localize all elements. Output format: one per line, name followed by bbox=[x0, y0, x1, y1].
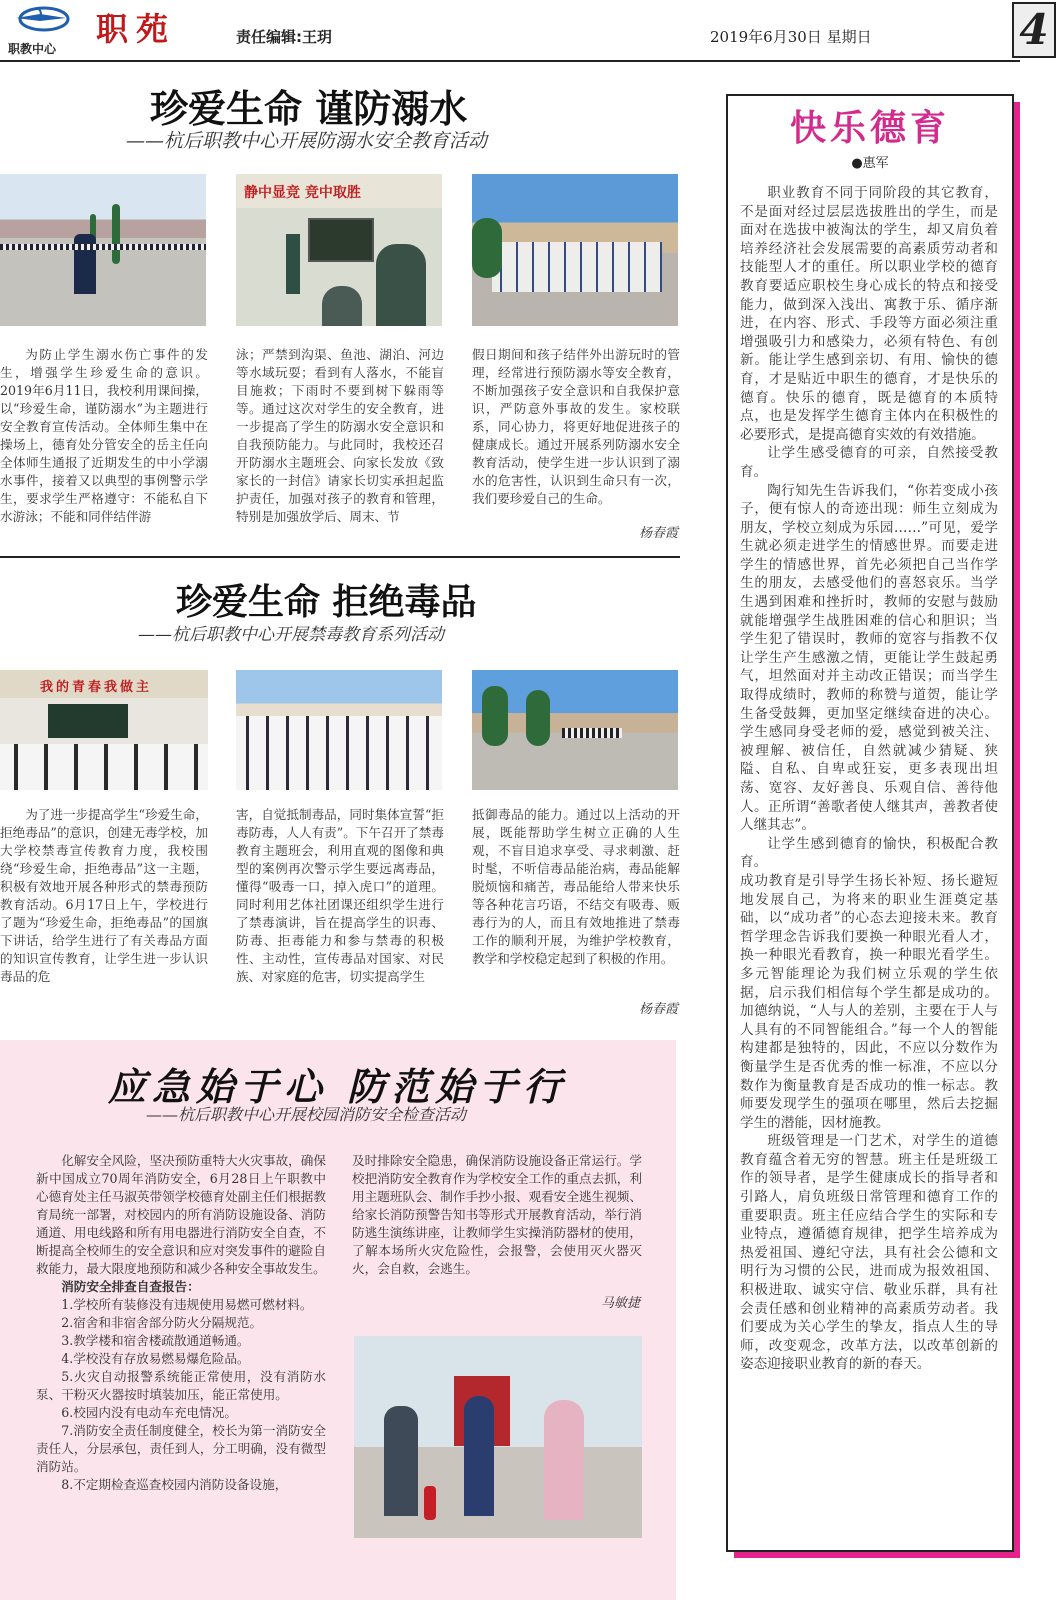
article3-column-1: 化解安全风险，坚决预防重特大火灾事故，确保新中国成立70周年消防安全，6月28日上午职教中心德育处主任马淑英带领学校德育处副主任们根据教育局统一部署，对校园内的所有消防设施设备、消防通道、用电线路和所有用电器进行消防安全自查，不断提高全校师生的安全意识和应对突发事件的避险自救能力，最大限度地预防和减少各种安全事故发生。 消防安全排查自查报告： 1.学校所有装修没有违规使用易燃可燃材料。 2.宿舍和非宿舍部分防火分隔规范。 3.教学楼和宿舍楼疏散通道畅通。 4.学校没有存放易燃易爆危险品。 5.火灾自动报警系统能正常使用，没有消防水泵、干粉灭火器按时填装加压，能正常使用。 6.校园内没有电动车充电情况。 7.消防安全责任制度健全，校长为第一消防安全责任人，分层承包，责任到人，分工明确，没有微型消防站。 8.不定期检查巡查校园内消防设备设施， bbox=[36, 1153, 326, 1492]
article2-column-3: 抵御毒品的能力。通过以上活动的开展，既能帮助学生树立正确的人生观，不盲目追求享受、寻求刺激、赶时髦，不听信毒品能治病，毒品能解脱烦恼和痛苦，毒品能给人带来快乐等各种花言巧语，不结交有吸毒、贩毒行为的人，而且有效地推进了禁毒工作的顺利开展，为维护学校教育，教学和学校稳定起到了积极的作用。 bbox=[472, 807, 680, 966]
article2-subtitle: ——杭后职教中心开展禁毒教育系列活动 bbox=[138, 625, 444, 645]
article3-column-2: 及时排除安全隐患，确保消防设施设备正常运行。学校把消防安全教育作为学校安全工作的重点去抓，利用主题班队会、制作手抄小报、观看安全逃生视频、给家长消防预警告知书等形式开展教育活动，举行消防逃生演练讲座，让教师学生实操消防器材的使用，了解本场所火灾危险性，会报警，会使用灭火器灭火，会自救，会逃生。 bbox=[352, 1153, 642, 1276]
checklist bbox=[36, 1296, 326, 1494]
article1-column-2: 泳；严禁到沟渠、鱼池、湖泊、河边等水域玩耍；看到有人落水，不能盲目施救；下雨时不要到树下躲雨等等。通过这次对学生的安全教育，进一步提高了学生的防溺水安全意识和自我预防能力。与此同时，我校还召开防溺水主题班会、向家长发放《致家长的一封信》请家长切实承担起监护责任，加强对孩子的教育和管理，特别是加强放学后、周末、节 bbox=[236, 347, 444, 524]
article2-photo-classroom bbox=[0, 670, 208, 790]
checklist-item: 7.消防安全责任制度健全，校长为第一消防安全责任人，分层承包，责任到人，分工明确，没有微型消防站。 bbox=[36, 1423, 326, 1474]
checklist-item: 2.宿舍和非宿舍部分防火分隔规范。 bbox=[61, 1315, 263, 1330]
article1-subtitle: ——杭后职教中心开展防溺水安全教育活动 bbox=[126, 130, 488, 152]
checklist-item: 5.火灾自动报警系统能正常使用，没有消防水泵、干粉灭火器按时填装加压，能正常使用。 bbox=[36, 1369, 326, 1402]
article3-photo-inspection bbox=[354, 1336, 642, 1538]
sidebar-body bbox=[740, 184, 998, 1374]
editor-credit: 责任编辑:王玥 bbox=[236, 28, 332, 46]
sidebar-paragraph: 陶行知先生告诉我们，“你若变成小孩子，便有惊人的奇迹出现：师生立刻成为朋友，学校立刻成为乐园……”可见，爱学生就必须走进学生的情感世界。而要走进学生的情感世界，首先必须把自己当作学生的朋友，去感受他们的喜怒哀乐。当学生遇到困难和挫折时，教师的安慰与鼓励就能增强学生战胜困难的信心和胆识；当学生犯了错误时，教师的宽容与指教不仅让学生产生感激之情，更能让学生鼓起勇气，坦然面对并主动改正错误；而当学生取得成绩时，教师的称赞与道贺，能让学生备受鼓舞，更加坚定继续奋进的决心。学生感同身受老师的爱，感觉到被关注、被理解、被信任，自然就减少猜疑、狭隘、自私、自卑或狂妄，更多表现出坦荡、宽容、友好善良、乐观自信、善待他人。正所谓“善歌者使人继其声，善教者使人继其志”。 bbox=[740, 482, 998, 834]
header-rule bbox=[0, 60, 1020, 62]
article-divider bbox=[0, 556, 680, 558]
checklist-item: 3.教学楼和宿舍楼疏散通道畅通。 bbox=[61, 1333, 250, 1348]
section-name: 职苑 bbox=[96, 10, 177, 48]
article3-title: 应急始于心 防范始于行 bbox=[108, 1064, 568, 1109]
sidebar-paragraph: 让学生感受德育的可亲，自然接受教育。 bbox=[740, 445, 998, 480]
checklist-item: 1.学校所有装修没有违规使用易燃可燃材料。 bbox=[61, 1297, 313, 1312]
article2-photo-playground bbox=[472, 670, 678, 790]
school-logo bbox=[10, 4, 72, 34]
article1-column-3: 假日期间和孩子结伴外出游玩时的管理，经常进行预防溺水等安全教育，不断加强孩子安全意识和自我保护意识，严防意外事故的发生。家校联系，同心协力，将更好地促进孩子的健康成长。通过开展系列防溺水安全教育活动，使学生进一步认识到了溺水的危害性，认识到生命只有一次，我们要珍爱自己的生命。 bbox=[472, 347, 680, 506]
article2-title: 珍爱生命 拒绝毒品 bbox=[176, 582, 477, 623]
article2-photo-assembly bbox=[236, 670, 442, 790]
article1-photo-banner: 静中显竞 竞中取胜 bbox=[244, 185, 361, 201]
article1-title: 珍爱生命 谨防溺水 bbox=[150, 87, 468, 131]
checklist-item: 6.校园内没有电动车充电情况。 bbox=[61, 1405, 237, 1420]
article2-column-1: 为了进一步提高学生“珍爱生命，拒绝毒品”的意识，创建无毒学校，加大学校禁毒宣传教育力度，我校围绕“珍爱生命，拒绝毒品”这一主题，积极有效地开展各种形式的禁毒预防教育活动。6月17日上午，学校进行了题为“珍爱生命，拒绝毒品”的国旗下讲话，给学生进行了有关毒品方面的知识宣传教育，让学生进一步认识毒品的危 bbox=[0, 807, 208, 984]
sidebar-author: ●惠军 bbox=[851, 156, 889, 171]
article1-column-1: 为防止学生溺水伤亡事件的发生，增强学生珍爱生命的意识。2019年6月11日，我校利用课间操，以“珍爱生命，谨防溺水”为主题进行安全教育宣传活动。全体师生集中在操场上，德育处分管安全的岳主任向全体师生通报了近期发生的中小学溺水事件，接着又以典型的事例警示学生，要求学生严格遵守：不能私自下水游泳；不能和同伴结伴游 bbox=[0, 347, 208, 524]
sidebar-paragraph: 成功教育是引导学生扬长补短、扬长避短地发展自己，为将来的职业生涯奠定基础，以“成功者”的心态去迎接未来。教育哲学理念告诉我们要换一种眼光看人才，换一种眼光看教育，换一种眼光看学生。多元智能理论为我们树立乐观的学生依据，启示我们相信每个学生都是成功的。加德纳说，“人与人的差别，主要在于人与人具有的不同智能组合。”每一个人的智能构建都是独特的，因此，不应以分数作为衡量学生是否优秀的惟一标准，不应以分数作为衡量教育是否成功的惟一标志。教师要发现学生的强项在哪里，然后去挖掘学生的潜能，因材施教。 bbox=[740, 872, 998, 1131]
article3-signature: 马敏捷 bbox=[600, 1296, 640, 1311]
sidebar-paragraph: 让学生感到德育的愉快，积极配合教育。 bbox=[740, 835, 998, 871]
logo-label: 职教中心 bbox=[8, 42, 57, 56]
article1-photo-students bbox=[472, 174, 678, 326]
article1-photo-classroom bbox=[236, 174, 442, 326]
article2-photo-banner: 我的青春我做主 bbox=[40, 680, 153, 695]
article2-signature: 杨春霞 bbox=[638, 1002, 678, 1017]
checklist-item: 4.学校没有存放易燃易爆危险品。 bbox=[61, 1351, 250, 1366]
page-number: 4 bbox=[1012, 2, 1056, 58]
checklist-title: 消防安全排查自查报告： bbox=[61, 1279, 200, 1294]
article1-photo-assembly bbox=[0, 174, 206, 326]
checklist-item: 8.不定期检查巡查校园内消防设备设施， bbox=[61, 1477, 288, 1492]
sidebar-paragraph: 班级管理是一门艺术，对学生的道德教育蕴含着无穷的智慧。班主任是班级工作的领导者，是学生健康成长的指导者和引路人，肩负班级日常管理和德育工作的重要职责。班主任应结合学生的实际和专业特点，遵循德育规律，把学生培养成为热爱祖国、遵纪守法，具有社会公德和文明行为习惯的公民，进而成为报效祖国、积极进取、诚实守信、敬业乐群，具有社会责任感和创业精神的高素质劳动者。我们要成为关心学生的挚友，指点人生的导师，改变观念，改革方法，以改革创新的姿态迎接职业教育的新的春天。 bbox=[740, 1133, 998, 1373]
sidebar-title: 快乐德育 bbox=[789, 107, 950, 149]
article1-signature: 杨春霞 bbox=[638, 526, 678, 541]
article2-column-2: 害，自觉抵制毒品，同时集体宣誓“拒毒防毒，人人有责”。下午召开了禁毒教育主题班会，利用直观的图像和典型的案例再次警示学生要远离毒品，懂得“吸毒一口，掉入虎口”的道理。同时利用艺体社团课还组织学生进行了禁毒演讲，旨在提高学生的识毒、防毒、拒毒能力和参与禁毒的积极性、主动性，宣传毒品对国家、对民族、对家庭的危害，切实提高学生 bbox=[236, 807, 444, 984]
article3-subtitle: ——杭后职教中心开展校园消防安全检查活动 bbox=[146, 1105, 467, 1124]
sidebar-paragraph: 职业教育不同于同阶段的其它教育，不是面对经过层层选拔胜出的学生，而是面对在选拔中被淘汰的学生，却又肩负着培养经济社会发展需要的高素质劳动者和技能型人才的重任。所以职业学校的德育教育要适应职校生身心成长的特点和接受能力，做到深入浅出、寓教于乐、循序渐进，在内容、形式、手段等方面必须注重增强吸引力和感染力，必须有特色、有创新。能让学生感到亲切、有用、愉快的德育，才是贴近中职生的德育，才是快乐的德育。快乐的德育，既是德育的本质特点，也是发挥学生德育主体内在积极性的必要形式，是提高德育实效的有效措施。 bbox=[740, 185, 998, 443]
issue-date: 2019年6月30日 星期日 bbox=[710, 28, 872, 46]
